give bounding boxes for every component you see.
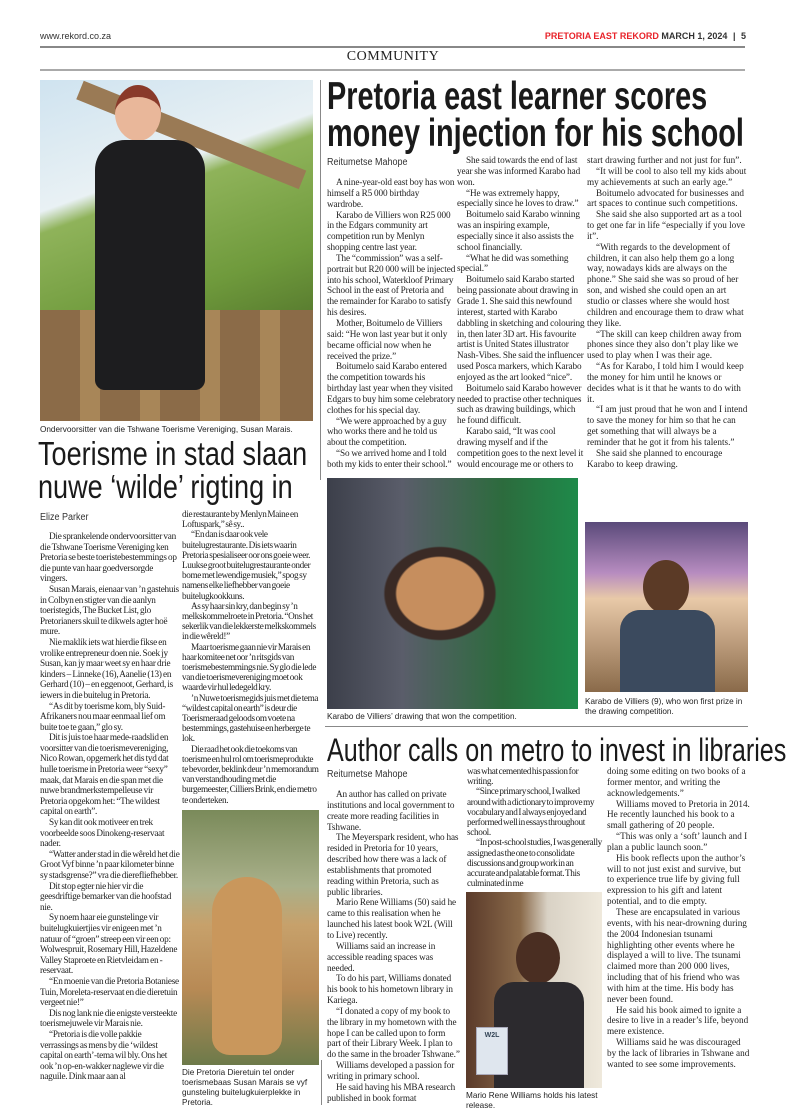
paragraph: Boitumelo said Karabo entered the competition towards his birthday last year when they visited Edgars to buy him some celebratory clothes for his special day.: [327, 361, 456, 415]
author-headline: Author calls on metro to invest in libraries: [327, 732, 786, 768]
paragraph: An author has called on private institutions and local government to create more reading facilities in Tshwane.: [327, 789, 455, 832]
masthead-rule: [40, 46, 745, 48]
paragraph: Dit stop egter nie hier vir die geesdriftige bemarker van die hoofstad nie.: [40, 880, 172, 912]
paragraph: Mario Rene Williams (50) said he came to this realisation when he launched his latest book W2L (Will to Live) recently.: [327, 897, 457, 940]
learner-headline: [327, 75, 744, 155]
book-cover: W2L: [476, 1027, 508, 1075]
headline-line: nuwe ‘wilde’ rigting in: [38, 468, 293, 505]
paper-dateline: [545, 31, 746, 41]
boy-hoodie: [620, 610, 715, 692]
paragraph: start drawing further and not just for fun”.: [587, 155, 742, 165]
headline-line: money injection for his school: [327, 112, 744, 155]
paragraph: “As dit by toerisme kom, bly Suid-Afrikaners nou maar eenmaal lief om buite toe te gaan,” glo sy.: [40, 700, 166, 732]
paragraph: Mother, Boitumelo de Villiers said: “He won last year but it only became official now when he received the prize.”: [327, 317, 448, 361]
paragraph: She said she planned to encourage Karabo to keep drawing.: [587, 447, 723, 469]
paragraph: The Meyerspark resident, who has resided in Pretoria for 10 years, described how there was a lack of establishments that promoted reading within Pretoria, such as public libraries.: [327, 832, 459, 897]
mario-williams-photo: [466, 892, 602, 1088]
learner-byline: Reitumetse Mahope: [327, 157, 408, 168]
paragraph: “This was only a ‘soft’ launch and I plan a public launch soon.”: [607, 831, 748, 852]
woman-dress: [95, 140, 205, 390]
paragraph: Williams developed a passion for writing in primary school.: [327, 1060, 455, 1081]
paragraph: These are encapsulated in various events, with his near-drowning during the 2004 Indonesian tsunami highlighting other events where he displayed a will to live. The tsunami claimed more than 200 000 lives, including that of his friend who was with him at the time. His body has never been found.: [607, 906, 747, 1004]
separator: |: [732, 31, 736, 41]
paragraph: “Pretoria is die volle pakkie verrassings as mens by die ‘wildest capital on earth’-tema wil bly. Ons het ook ’n op-en-wakker naglewe vir die naguile. Dink maar aan al: [40, 1028, 168, 1082]
paragraph: Dis nog lank nie die enigste versteekte toerismejuwele vir Marais nie.: [40, 1007, 177, 1029]
paragraph: “Since primary school, I walked around with a dictionary to improve my vocabulary and I always enjoyed and performed well in essays throughout school.: [467, 786, 595, 838]
paragraph: She said she also supported art as a tool to get one far in life “especially if you love it”.: [587, 209, 745, 241]
paragraph: Williams moved to Pretoria in 2014. He recently launched his book to a small gathering of 20 people.: [607, 798, 750, 831]
headline-line: Toerisme in stad slaan: [38, 435, 308, 472]
article-divider: [325, 726, 748, 727]
boy-face: [643, 560, 689, 614]
karabo-drawing-image: [327, 478, 578, 709]
paragraph: die restaurante by Menlyn Maine en Loftuspark,” sê sy..: [182, 509, 299, 530]
paragraph: Susan Marais, eienaar van ’n gastehuis in Colbyn en stigter van die aanlyn toeristegids, The Bucket List, glo Pretorianers skuil te dikwels agter hoë mure.: [40, 583, 179, 637]
paragraph: was what cemented his passion for writing.: [467, 766, 579, 787]
paragraph: “It will be cool to also tell my kids about my achievements at such an early age.”: [587, 165, 747, 187]
author-photo-caption: Mario Rene Williams holds his latest release.: [466, 1091, 606, 1111]
paragraph: Boitumelo said Karabo started being passionate about drawing in Grade 1. She said this newfound interest, started with Karabo dabbling in sketching and colouring in, then later 3D art. His favourite artist is United States illustrator Nash-Vibes. She said the influencer used Posca markers, which Karabo enjoyed as the art looked “nice”.: [457, 274, 585, 382]
author-face: [516, 932, 560, 984]
paragraph: To do his part, Williams donated his book to his hometown library in Kariega.: [327, 973, 453, 1006]
paragraph: “We were approached by a guy who works there and he told us about the competition.: [327, 415, 447, 448]
learner-column-2: [457, 155, 585, 469]
paragraph: He said his book aimed to ignite a desire to live in a reader’s life, beyond mere existence.: [607, 1004, 749, 1037]
paragraph: Dit is juis toe haar mede-raadslid en voorsitter van die toerismevereniging, Nico Rowan, opgemerk het dis tyd dat hulle toerisme in Pretoria weer “sexy” maak, dat Marais en die span met die nuwe brandmerkstempelleuse vir Pretoria opgekom het: “The wildest capital on earth”.: [40, 732, 169, 817]
paragraph: “So we arrived home and I told both my kids to enter their school.”: [327, 448, 452, 469]
paragraph: “Watter ander stad in die wêreld het die Groot Vyf binne ’n paar kilometer binne sy stadsgrense?” vra die dierefliefhebber.: [40, 848, 180, 880]
learner-column-3: [587, 155, 749, 469]
tourism-column-2: [182, 509, 319, 805]
paragraph: “I donated a copy of my book to the library in my hometown with the hope I can be called upon to form part of their Library Week. I plan to do the same in the broader Tshwane.”: [327, 1005, 460, 1060]
paragraph: “He was extremely happy, especially since he loves to draw.”: [457, 187, 579, 209]
paragraph: “En dan is daar ook vele buitelugrestaurante. Dis iets waarin Pretoria spesialiseer oor ons goeie weer. Luukse groot buitelugrestaurante onder bome met lewendige musiek,” spog sy namens elke liefhebber van goeie buitelugkookkuns.: [182, 529, 311, 601]
paragraph: Maar toerisme gaan nie vir Marais en haar komitee net oor ’n ritsgids van toerismebestemmings nie. Sy glo die lede van die toerismevereniging moet ook waarde vir hul ledegeld kry.: [182, 641, 317, 693]
paragraph: Karabo said, “It was cool drawing myself and if the competition goes to the next level it would encourage me or others to: [457, 426, 584, 469]
issue-date: MARCH 1, 2024: [661, 31, 728, 41]
paragraph: “What he did was something special.”: [457, 252, 569, 274]
woman-face: [115, 85, 161, 141]
page-number: 5: [740, 31, 746, 41]
paragraph: Karabo de Villiers won R25 000 in the Edgars community art competition run by Menlyn shopping centre last year.: [327, 209, 451, 253]
learner-column-1: [327, 177, 456, 470]
boy-caption: Karabo de Villiers (9), who won first prize in the drawing competition.: [585, 697, 750, 717]
paragraph: He said having his MBA research published in book format: [327, 1081, 456, 1103]
paragraph: Boitumelo said Karabo however needed to practise other techniques such as drawing buildings, which he found difficult.: [457, 382, 582, 426]
tourism-byline: Elize Parker: [40, 512, 89, 523]
paragraph: His book reflects upon the author’s will to not just exist and survive, but to experience true life by giving full expression to his gift and latent potential, and to die empty.: [607, 852, 746, 907]
author-column-1: [327, 789, 460, 1103]
susan-marais-photo: [40, 80, 313, 421]
paragraph: Williams said an increase in accessible reading spaces was needed.: [327, 940, 436, 973]
paragraph: Boitumelo advocated for businesses and art spaces to continue such competitions.: [587, 187, 744, 209]
lion-cub: [212, 877, 282, 1056]
paragraph: Sy kan dit ook motiveer en trek voorbeelde soos Dinokeng-reservaat nader.: [40, 817, 165, 849]
paragraph: “As for Karabo, I told him I would keep the money for him until he knows or decides what is it that he wants to do with it.: [587, 361, 744, 404]
section-title: COMMUNITY: [346, 49, 440, 64]
paragraph: A nine-year-old east boy has won himself a R5 000 birthday wardrobe.: [327, 177, 455, 209]
paragraph: Boitumelo said Karabo winning was an inspiring example, especially since it also assists the school financially.: [457, 209, 580, 252]
paragraph: ’n Nuwe toerismegids juis met die tema “wildest capital on earth” is deur die Toerismeraad geloods om voete na bestemmings, gastehuise en herberge te lok.: [182, 692, 319, 744]
drawing-caption: Karabo de Villiers’ drawing that won the competition.: [327, 712, 582, 722]
zoo-caption: Die Pretoria Dieretuin tel onder toerismebaas Susan Marais se vyf gunsteling buitelugkuierplekke in Pretoria.: [182, 1068, 322, 1108]
author-column-2: [467, 766, 602, 888]
tourism-headline: [38, 437, 307, 503]
paragraph: “In post-school studies, I was generally assigned as the one to consolidate discussions and group work in an accurate and palatable format. This culminated in me: [467, 837, 602, 889]
paragraph: Sy noem haar eie gunstelinge vir buitelugkuiertjies vir enigeen met ’n natuur of “groen” streep een vir een op: Wolwespruit, Rosemary Hill, Hazeldene Valley Staproete en Rietvleidam en -reservaat.: [40, 912, 178, 976]
paragraph: “The skill can keep children away from phones since they also don’t play like we used to play when I was their age.: [587, 328, 742, 361]
author-column-3: [607, 766, 750, 1070]
website-url: www.rekord.co.za: [40, 31, 112, 41]
section-rule: [40, 69, 745, 71]
column-divider: [320, 80, 321, 480]
paragraph: Nie maklik iets wat hierdie fikse en vrolike entrepreneur doen nie. Soek jy Susan, kan jy maar weet sy en haar drie kinders – Linneke (16), Aanelie (13) en Gerhard (10) – en eggenoot, Gerhard, is iewers in die buitelug in Pretoria.: [40, 636, 173, 700]
paragraph: The “commission” was a self-portrait but R20 000 will be injected into his school, Waterkloof Primary School in the east of Pretoria and the remainder for Karabo to satisfy his desires.: [327, 252, 456, 318]
photo-caption: Ondervoorsitter van die Tshwane Toerisme Vereniging, Susan Marais.: [40, 425, 320, 435]
karabo-portrait-photo: [585, 522, 748, 692]
paragraph: Williams said he was discouraged by the lack of libraries in Tshwane and wanted to see some improvements.: [607, 1037, 750, 1069]
author-byline: Reitumetse Mahope: [327, 769, 408, 780]
paragraph: “With regards to the development of children, it can also help them go a long way, nowadays kids are always on the phone.” She said she was so proud of her son, and wished she could open an art studio or classes where she would host children and encourage them to draw what they like.: [587, 241, 744, 328]
paragraph: She said towards the end of last year she was informed Karabo had won.: [457, 155, 581, 187]
headline-line: Pretoria east learner scores: [327, 75, 708, 118]
paper-name: PRETORIA EAST REKORD: [544, 31, 659, 41]
tourism-column-1: [40, 531, 180, 1082]
paragraph: “En moenie van die Pretoria Botaniese Tuin, Moreleta-reservaat en die dieretuin vergeet nie!”: [40, 975, 179, 1008]
paragraph: doing some editing on two books of a former mentor, and writing the acknowledgements.”: [607, 766, 746, 798]
column-divider: [321, 1060, 322, 1105]
paragraph: Die raad het ook die toekoms van toerisme en hul rol om toerismeprodukte te bevorder, beklink deur ’n memorandum van verstandhouding met die burgemeester, Cilliers Brink, en die metro te onderteken.: [182, 743, 319, 805]
paragraph: “I am just proud that he won and I intend to save the money for him so that he can get something that will always be a reminder that he got it from his talents.”: [587, 404, 748, 447]
paragraph: As sy haar sin kry, dan begin sy ’n melkskommelroete in Pretoria. “Ons het sekerlik van die lekkerste melkskommels in die wêreld!”: [182, 600, 316, 642]
paragraph: Die sprankelende ondervoorsitter van die Tshwane Toerisme Vereniging ken Pretoria se beste toeristebestemmings op die punte van haar goedversorgde vingers.: [40, 531, 177, 584]
lion-cub-photo: [182, 810, 319, 1065]
